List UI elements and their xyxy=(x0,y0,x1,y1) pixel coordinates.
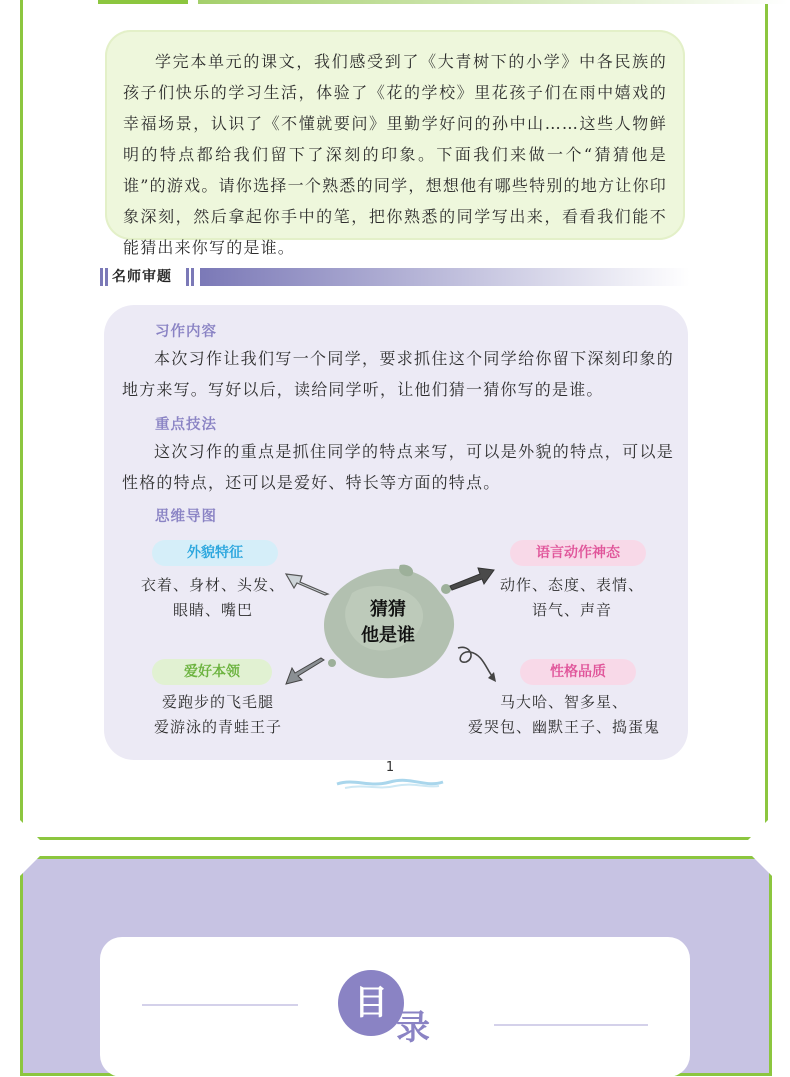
branch-appearance-brush xyxy=(152,540,278,566)
branch-character-text xyxy=(458,690,670,740)
branch-appearance-label: 外貌特征 xyxy=(187,545,243,561)
content-text xyxy=(122,343,674,405)
branch-hobby-text xyxy=(138,690,298,740)
page-number: 1 xyxy=(385,760,395,775)
toc-line-left xyxy=(142,1004,298,1006)
branch-hobby-line2: 爱游泳的青蛙王子 xyxy=(153,718,282,736)
focus-heading: 重点技法 xyxy=(155,417,217,433)
branch-speech-line1: 动作、态度、表情、 xyxy=(499,576,644,594)
mindmap-heading: 思维导图 xyxy=(155,509,217,525)
focus-text xyxy=(122,436,674,498)
intro-paragraph: 学完本单元的课文，我们感受到了《大青树下的小学》中各民族的孩子们快乐的学习生活，体验了《花的学校》里花孩子们在雨中嬉戏的幸福场景，认识了《不懂就要问》里勤学好问的孙中山……这些人物鲜明的特点都给我们留下了深刻的印象。下面我们来做一个“猜猜他是谁”的游戏。请你选择一个熟悉的同学，想想他有哪些特别的地方让你印象深刻，然后拿起你手中的笔，把你熟悉的同学写出来，看看我们能不能猜出来你写的是谁。 xyxy=(123,52,667,257)
top-strip-bar xyxy=(98,0,188,4)
branch-appearance-line1: 衣着、身材、头发、 xyxy=(140,576,285,594)
branch-hobby-brush xyxy=(152,659,272,685)
top-decoration-strip xyxy=(98,0,788,4)
branch-speech-label: 语言动作神态 xyxy=(536,545,620,561)
content-heading: 习作内容 xyxy=(155,324,217,340)
page-wave-decoration xyxy=(335,776,445,790)
branch-speech-line2: 语气、声音 xyxy=(531,601,612,619)
center-title-line1: 猜猜 xyxy=(370,599,406,620)
center-title-line2: 他是谁 xyxy=(361,625,415,646)
toc-line-right xyxy=(494,1024,648,1026)
arrow-to-character-icon xyxy=(452,644,498,684)
branch-appearance-line2: 眼睛、嘴巴 xyxy=(172,601,253,619)
section-fade-bar xyxy=(200,268,690,286)
section-header xyxy=(100,266,690,288)
branch-character-line1: 马大哈、智多星、 xyxy=(499,693,628,711)
arrow-to-hobby-icon xyxy=(282,656,328,688)
branch-character-line2: 爱哭包、幽默王子、捣蛋鬼 xyxy=(467,718,660,736)
toc-title-char1: 目 xyxy=(338,970,404,1036)
branch-appearance-text xyxy=(128,573,298,623)
branch-speech-text xyxy=(486,573,658,623)
arrow-to-appearance-icon xyxy=(284,568,332,600)
focus-paragraph: 这次习作的重点是抓住同学的特点来写，可以是外貌的特点，可以是性格的特点，还可以是爱好、特长等方面的特点。 xyxy=(122,442,674,492)
section-stripes-right xyxy=(186,268,198,286)
branch-speech-brush xyxy=(510,540,646,566)
branch-character-brush xyxy=(520,659,636,685)
branch-character-label: 性格品质 xyxy=(550,664,606,680)
section-stripes-left xyxy=(100,268,110,286)
top-strip-gradient xyxy=(198,0,788,4)
branch-hobby-line1: 爱跑步的飞毛腿 xyxy=(161,693,274,711)
center-title xyxy=(330,597,446,649)
toc-title-char2: 录 xyxy=(396,1008,430,1048)
section-title: 名师审题 xyxy=(112,269,172,285)
arrow-to-speech-icon xyxy=(446,562,496,592)
branch-hobby-label: 爱好本领 xyxy=(184,664,240,680)
intro-box xyxy=(105,30,685,257)
content-paragraph: 本次习作让我们写一个同学，要求抓住这个同学给你留下深刻印象的地方来写。写好以后，读给同学听，让他们猜一猜你写的是谁。 xyxy=(122,349,674,399)
